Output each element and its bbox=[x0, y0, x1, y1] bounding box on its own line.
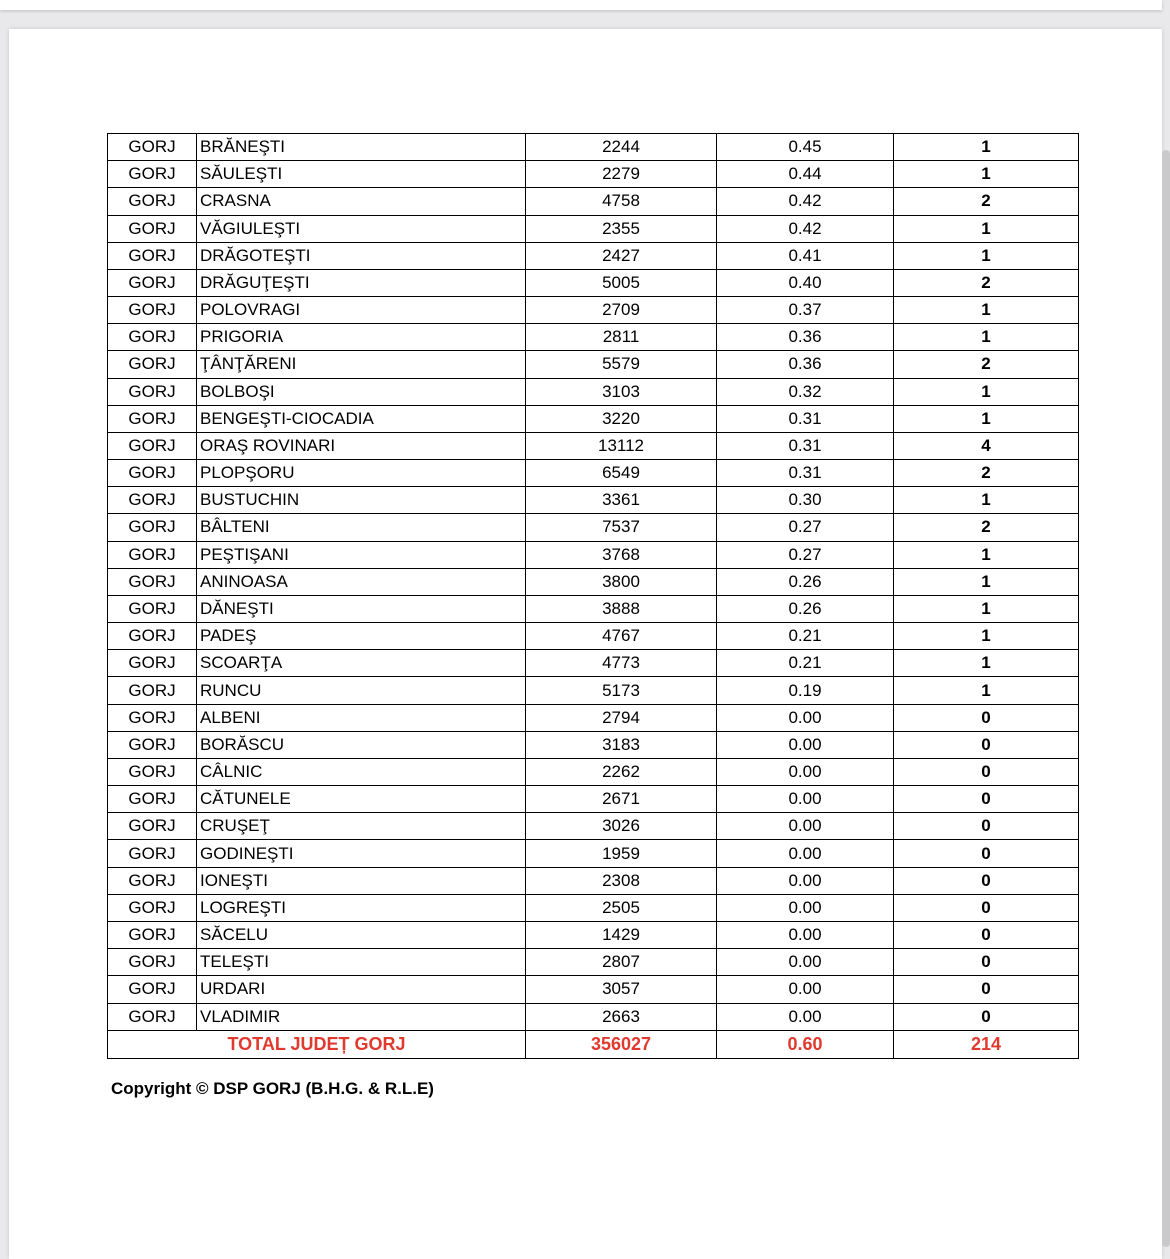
locality-cell: DRĂGUŢEŞTI bbox=[197, 269, 526, 296]
table-row bbox=[108, 650, 1079, 677]
cases-cell: 4 bbox=[894, 432, 1079, 459]
table-row bbox=[108, 269, 1079, 296]
locality-cell: BOLBOŞI bbox=[197, 378, 526, 405]
population-cell: 2505 bbox=[526, 894, 717, 921]
rate-cell: 0.00 bbox=[717, 813, 894, 840]
rate-cell: 0.27 bbox=[717, 514, 894, 541]
table-row bbox=[108, 297, 1079, 324]
cases-cell: 0 bbox=[894, 758, 1079, 785]
population-cell: 2794 bbox=[526, 704, 717, 731]
locality-cell: CRASNA bbox=[197, 188, 526, 215]
population-cell: 2308 bbox=[526, 867, 717, 894]
rate-cell: 0.37 bbox=[717, 297, 894, 324]
population-cell: 3103 bbox=[526, 378, 717, 405]
county-cell: GORJ bbox=[108, 704, 197, 731]
table-row bbox=[108, 758, 1079, 785]
rate-cell: 0.19 bbox=[717, 677, 894, 704]
population-cell: 3888 bbox=[526, 595, 717, 622]
cases-cell: 0 bbox=[894, 867, 1079, 894]
table-row bbox=[108, 894, 1079, 921]
population-cell: 6549 bbox=[526, 460, 717, 487]
locality-cell: PADEŞ bbox=[197, 623, 526, 650]
cases-cell: 2 bbox=[894, 269, 1079, 296]
population-cell: 3057 bbox=[526, 976, 717, 1003]
locality-cell: SCOARŢA bbox=[197, 650, 526, 677]
county-cell: GORJ bbox=[108, 595, 197, 622]
cases-cell: 2 bbox=[894, 351, 1079, 378]
cases-cell: 0 bbox=[894, 1003, 1079, 1030]
cases-cell: 1 bbox=[894, 161, 1079, 188]
locality-cell: BÂLTENI bbox=[197, 514, 526, 541]
rate-cell: 0.36 bbox=[717, 324, 894, 351]
table-row bbox=[108, 731, 1079, 758]
cases-cell: 0 bbox=[894, 704, 1079, 731]
table-row bbox=[108, 867, 1079, 894]
total-cases: 214 bbox=[894, 1030, 1079, 1058]
cases-cell: 0 bbox=[894, 976, 1079, 1003]
locality-cell: DRĂGOTEŞTI bbox=[197, 242, 526, 269]
county-cell: GORJ bbox=[108, 378, 197, 405]
county-cell: GORJ bbox=[108, 623, 197, 650]
rate-cell: 0.00 bbox=[717, 976, 894, 1003]
rate-cell: 0.00 bbox=[717, 840, 894, 867]
cases-cell: 0 bbox=[894, 921, 1079, 948]
incidence-table bbox=[107, 133, 1079, 1059]
rate-cell: 0.00 bbox=[717, 921, 894, 948]
locality-cell: VLADIMIR bbox=[197, 1003, 526, 1030]
county-cell: GORJ bbox=[108, 731, 197, 758]
county-cell: GORJ bbox=[108, 460, 197, 487]
table-row bbox=[108, 921, 1079, 948]
locality-cell: ŢÂNŢĂRENI bbox=[197, 351, 526, 378]
population-cell: 4773 bbox=[526, 650, 717, 677]
table-row bbox=[108, 134, 1079, 161]
county-cell: GORJ bbox=[108, 894, 197, 921]
population-cell: 4758 bbox=[526, 188, 717, 215]
county-cell: GORJ bbox=[108, 351, 197, 378]
county-cell: GORJ bbox=[108, 514, 197, 541]
locality-cell: BENGEŞTI-CIOCADIA bbox=[197, 405, 526, 432]
rate-cell: 0.31 bbox=[717, 432, 894, 459]
cases-cell: 1 bbox=[894, 677, 1079, 704]
table-body bbox=[108, 134, 1079, 1059]
table-row bbox=[108, 786, 1079, 813]
rate-cell: 0.00 bbox=[717, 1003, 894, 1030]
population-cell: 2279 bbox=[526, 161, 717, 188]
rate-cell: 0.21 bbox=[717, 650, 894, 677]
county-cell: GORJ bbox=[108, 324, 197, 351]
table-row bbox=[108, 623, 1079, 650]
county-cell: GORJ bbox=[108, 976, 197, 1003]
locality-cell: VĂGIULEŞTI bbox=[197, 215, 526, 242]
county-cell: GORJ bbox=[108, 813, 197, 840]
rate-cell: 0.21 bbox=[717, 623, 894, 650]
population-cell: 5579 bbox=[526, 351, 717, 378]
cases-cell: 2 bbox=[894, 460, 1079, 487]
rate-cell: 0.31 bbox=[717, 460, 894, 487]
table-row bbox=[108, 242, 1079, 269]
county-cell: GORJ bbox=[108, 568, 197, 595]
rate-cell: 0.30 bbox=[717, 487, 894, 514]
rate-cell: 0.44 bbox=[717, 161, 894, 188]
table-row bbox=[108, 161, 1079, 188]
county-cell: GORJ bbox=[108, 650, 197, 677]
county-cell: GORJ bbox=[108, 1003, 197, 1030]
locality-cell: SĂULEŞTI bbox=[197, 161, 526, 188]
population-cell: 3768 bbox=[526, 541, 717, 568]
population-cell: 7537 bbox=[526, 514, 717, 541]
total-label: TOTAL JUDEȚ GORJ bbox=[108, 1030, 526, 1058]
table-row bbox=[108, 351, 1079, 378]
locality-cell: TELEŞTI bbox=[197, 949, 526, 976]
locality-cell: BORĂSCU bbox=[197, 731, 526, 758]
rate-cell: 0.41 bbox=[717, 242, 894, 269]
rate-cell: 0.00 bbox=[717, 867, 894, 894]
population-cell: 3361 bbox=[526, 487, 717, 514]
rate-cell: 0.26 bbox=[717, 595, 894, 622]
county-cell: GORJ bbox=[108, 297, 197, 324]
locality-cell: CÂLNIC bbox=[197, 758, 526, 785]
cases-cell: 2 bbox=[894, 188, 1079, 215]
county-cell: GORJ bbox=[108, 840, 197, 867]
cases-cell: 1 bbox=[894, 541, 1079, 568]
cases-cell: 0 bbox=[894, 894, 1079, 921]
county-cell: GORJ bbox=[108, 242, 197, 269]
rate-cell: 0.00 bbox=[717, 704, 894, 731]
table-row bbox=[108, 514, 1079, 541]
county-cell: GORJ bbox=[108, 134, 197, 161]
county-cell: GORJ bbox=[108, 921, 197, 948]
rate-cell: 0.00 bbox=[717, 786, 894, 813]
cases-cell: 0 bbox=[894, 731, 1079, 758]
rate-cell: 0.00 bbox=[717, 949, 894, 976]
previous-page-edge bbox=[0, 0, 1162, 10]
cases-cell: 1 bbox=[894, 134, 1079, 161]
county-cell: GORJ bbox=[108, 405, 197, 432]
cases-cell: 2 bbox=[894, 514, 1079, 541]
table-row bbox=[108, 568, 1079, 595]
table-row bbox=[108, 976, 1079, 1003]
table-row bbox=[108, 487, 1079, 514]
document-page bbox=[9, 29, 1162, 1259]
table-row bbox=[108, 405, 1079, 432]
cases-cell: 1 bbox=[894, 242, 1079, 269]
population-cell: 3800 bbox=[526, 568, 717, 595]
locality-cell: PRIGORIA bbox=[197, 324, 526, 351]
county-cell: GORJ bbox=[108, 867, 197, 894]
total-population: 356027 bbox=[526, 1030, 717, 1058]
county-cell: GORJ bbox=[108, 432, 197, 459]
rate-cell: 0.27 bbox=[717, 541, 894, 568]
locality-cell: IONEŞTI bbox=[197, 867, 526, 894]
table-row bbox=[108, 215, 1079, 242]
rate-cell: 0.32 bbox=[717, 378, 894, 405]
table-row bbox=[108, 704, 1079, 731]
table-row bbox=[108, 188, 1079, 215]
locality-cell: SĂCELU bbox=[197, 921, 526, 948]
rate-cell: 0.40 bbox=[717, 269, 894, 296]
population-cell: 2807 bbox=[526, 949, 717, 976]
population-cell: 4767 bbox=[526, 623, 717, 650]
population-cell: 2709 bbox=[526, 297, 717, 324]
cases-cell: 1 bbox=[894, 405, 1079, 432]
population-cell: 2427 bbox=[526, 242, 717, 269]
county-cell: GORJ bbox=[108, 786, 197, 813]
table-row bbox=[108, 677, 1079, 704]
cases-cell: 0 bbox=[894, 786, 1079, 813]
total-row bbox=[108, 1030, 1079, 1058]
locality-cell: GODINEŞTI bbox=[197, 840, 526, 867]
locality-cell: POLOVRAGI bbox=[197, 297, 526, 324]
county-cell: GORJ bbox=[108, 188, 197, 215]
cases-cell: 1 bbox=[894, 568, 1079, 595]
table-row bbox=[108, 949, 1079, 976]
rate-cell: 0.45 bbox=[717, 134, 894, 161]
population-cell: 2811 bbox=[526, 324, 717, 351]
county-cell: GORJ bbox=[108, 487, 197, 514]
cases-cell: 0 bbox=[894, 949, 1079, 976]
cases-cell: 1 bbox=[894, 623, 1079, 650]
rate-cell: 0.00 bbox=[717, 758, 894, 785]
population-cell: 3220 bbox=[526, 405, 717, 432]
population-cell: 1959 bbox=[526, 840, 717, 867]
locality-cell: PEŞTIŞANI bbox=[197, 541, 526, 568]
table-row bbox=[108, 432, 1079, 459]
rate-cell: 0.26 bbox=[717, 568, 894, 595]
table-row bbox=[108, 1003, 1079, 1030]
county-cell: GORJ bbox=[108, 758, 197, 785]
county-cell: GORJ bbox=[108, 161, 197, 188]
cases-cell: 1 bbox=[894, 378, 1079, 405]
locality-cell: CĂTUNELE bbox=[197, 786, 526, 813]
population-cell: 13112 bbox=[526, 432, 717, 459]
locality-cell: ANINOASA bbox=[197, 568, 526, 595]
population-cell: 3026 bbox=[526, 813, 717, 840]
county-cell: GORJ bbox=[108, 215, 197, 242]
cases-cell: 1 bbox=[894, 487, 1079, 514]
locality-cell: URDARI bbox=[197, 976, 526, 1003]
population-cell: 3183 bbox=[526, 731, 717, 758]
county-cell: GORJ bbox=[108, 269, 197, 296]
county-cell: GORJ bbox=[108, 677, 197, 704]
rate-cell: 0.00 bbox=[717, 894, 894, 921]
locality-cell: LOGREŞTI bbox=[197, 894, 526, 921]
cases-cell: 1 bbox=[894, 595, 1079, 622]
locality-cell: ALBENI bbox=[197, 704, 526, 731]
population-cell: 5173 bbox=[526, 677, 717, 704]
population-cell: 2244 bbox=[526, 134, 717, 161]
table-row bbox=[108, 378, 1079, 405]
population-cell: 2262 bbox=[526, 758, 717, 785]
cases-cell: 1 bbox=[894, 297, 1079, 324]
rate-cell: 0.42 bbox=[717, 215, 894, 242]
locality-cell: ORAŞ ROVINARI bbox=[197, 432, 526, 459]
population-cell: 1429 bbox=[526, 921, 717, 948]
table-row bbox=[108, 595, 1079, 622]
rate-cell: 0.00 bbox=[717, 731, 894, 758]
locality-cell: PLOPŞORU bbox=[197, 460, 526, 487]
vertical-scrollbar[interactable] bbox=[1162, 150, 1170, 1247]
cases-cell: 1 bbox=[894, 324, 1079, 351]
rate-cell: 0.36 bbox=[717, 351, 894, 378]
table-row bbox=[108, 840, 1079, 867]
table-row bbox=[108, 324, 1079, 351]
rate-cell: 0.42 bbox=[717, 188, 894, 215]
cases-cell: 1 bbox=[894, 215, 1079, 242]
county-cell: GORJ bbox=[108, 541, 197, 568]
county-cell: GORJ bbox=[108, 949, 197, 976]
locality-cell: BRĂNEŞTI bbox=[197, 134, 526, 161]
cases-cell: 0 bbox=[894, 840, 1079, 867]
locality-cell: BUSTUCHIN bbox=[197, 487, 526, 514]
population-cell: 5005 bbox=[526, 269, 717, 296]
locality-cell: CRUŞEŢ bbox=[197, 813, 526, 840]
locality-cell: DĂNEŞTI bbox=[197, 595, 526, 622]
cases-cell: 1 bbox=[894, 650, 1079, 677]
rate-cell: 0.31 bbox=[717, 405, 894, 432]
population-cell: 2355 bbox=[526, 215, 717, 242]
total-rate: 0.60 bbox=[717, 1030, 894, 1058]
copyright-notice: Copyright © DSP GORJ (B.H.G. & R.L.E) bbox=[111, 1079, 434, 1098]
population-cell: 2671 bbox=[526, 786, 717, 813]
table-row bbox=[108, 813, 1079, 840]
table-row bbox=[108, 460, 1079, 487]
population-cell: 2663 bbox=[526, 1003, 717, 1030]
locality-cell: RUNCU bbox=[197, 677, 526, 704]
cases-cell: 0 bbox=[894, 813, 1079, 840]
table-row bbox=[108, 541, 1079, 568]
